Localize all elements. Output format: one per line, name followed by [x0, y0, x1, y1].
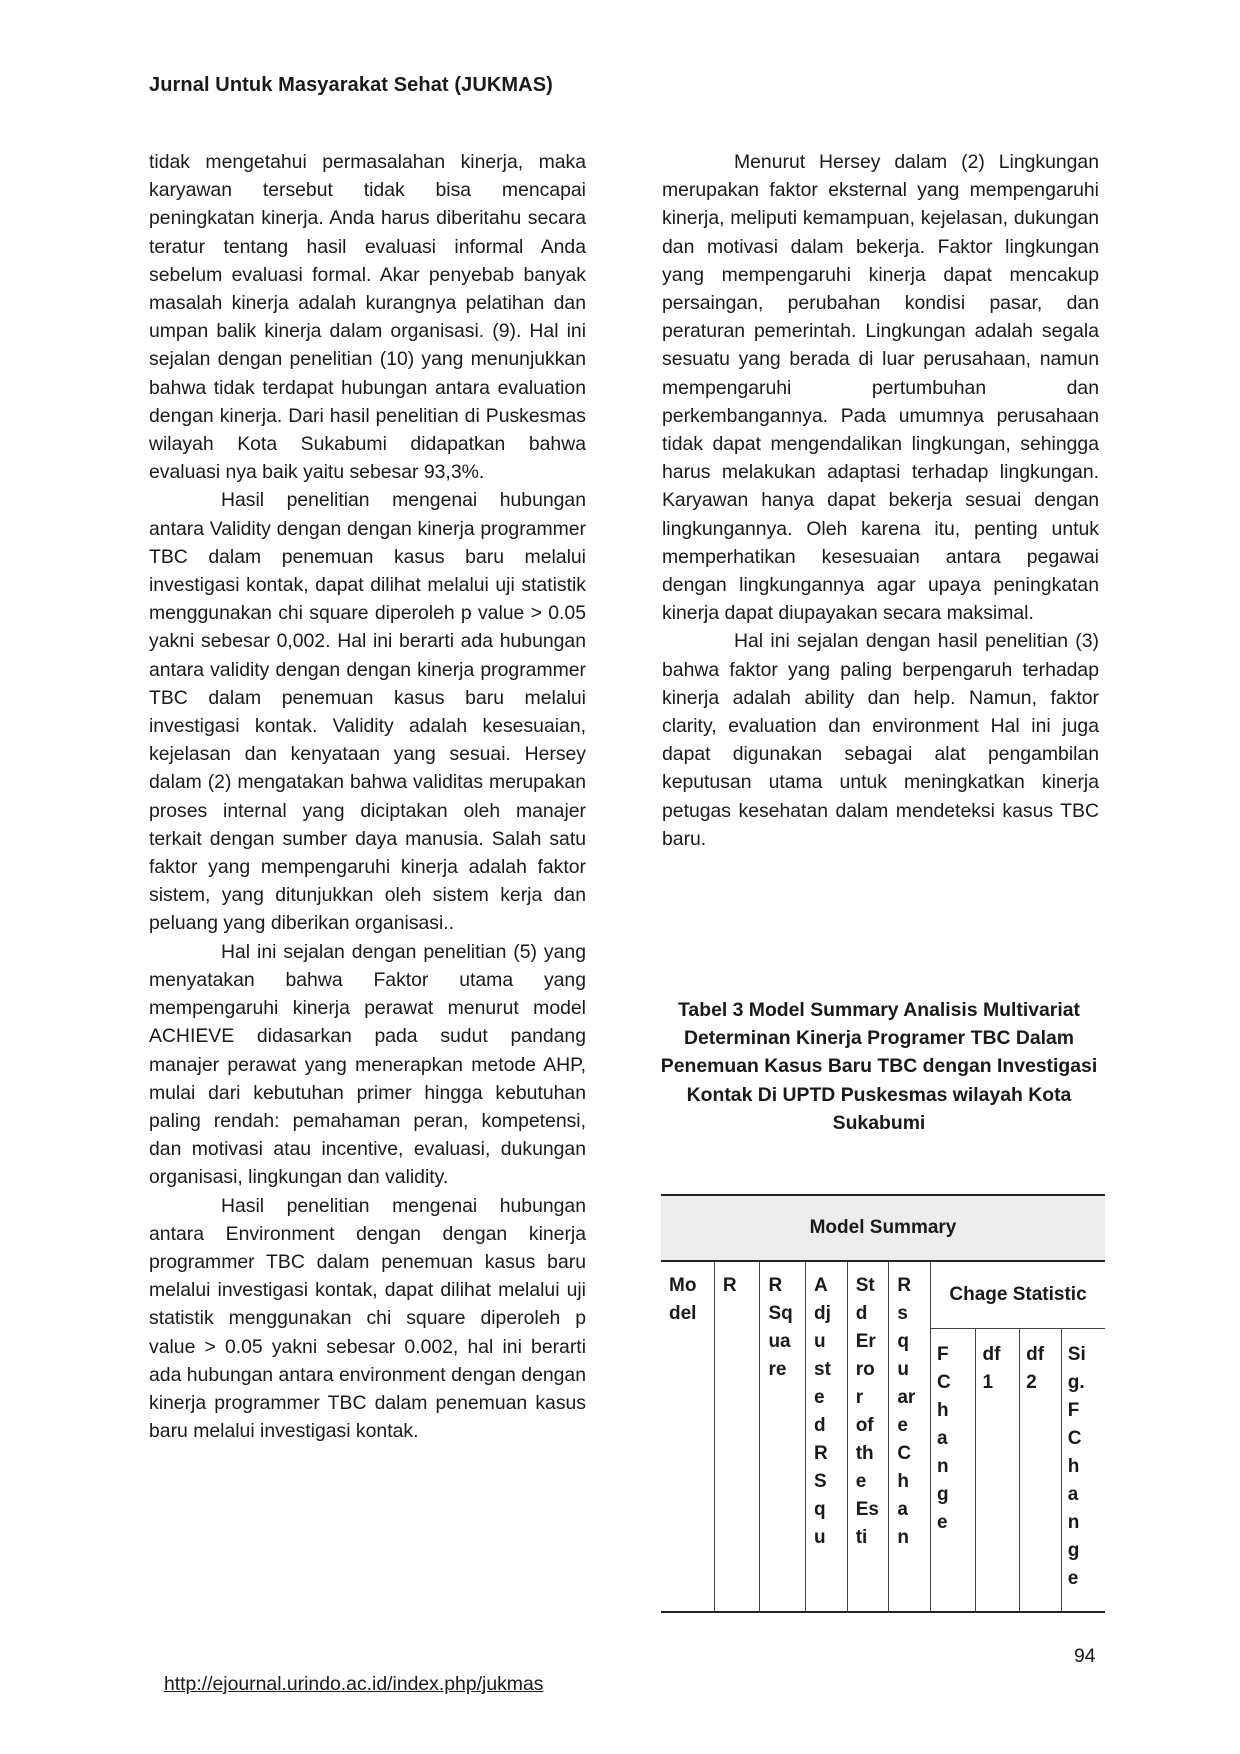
journal-url-link[interactable]: http://ejournal.urindo.ac.id/index.php/jukmas [164, 1673, 544, 1695]
paragraph: tidak mengetahui permasalahan kinerja, maka karyawan tersebut tidak bisa mencapai peningkatan kinerja. Anda harus diberitahu secara teratur tentang hasil evaluasi informal Anda sebelum evaluasi formal. Akar penyebab banyak masalah kinerja adalah kurangnya pelatihan dan umpan balik kinerja dalam organisasi. (9). Hal ini sejalan dengan penelitian (10) yang menunjukkan bahwa tidak terdapat hubungan antara evaluation dengan kinerja. Dari hasil penelitian di Puskesmas wilayah Kota Sukabumi didapatkan bahwa evaluasi nya baik yaitu sebesar 93,3%. [149, 151, 586, 484]
page-number: 94 [1074, 1645, 1096, 1667]
table-title: Model Summary [661, 1195, 1105, 1261]
column-header-r-square: R Sq ua re [760, 1261, 806, 1612]
model-summary-table [661, 1194, 1105, 1613]
column-header-r-square-change: R s q u ar e C h a n [889, 1261, 931, 1612]
paragraph: Hasil penelitian mengenai hubungan antara Validity dengan dengan kinerja programmer TBC dalam penemuan kasus baru melalui investigasi kontak, dapat dilihat melalui uji statistik menggunakan chi square diperoleh p value > 0.05 yakni sebesar 0,002. Hal ini berarti ada hubungan antara validity dengan dengan kinerja programmer TBC dalam penemuan kasus baru melalui investigasi kontak. Validity adalah kesesuaian, kejelasan dan kenyataan yang sesuai. Hersey dalam (2) mengatakan bahwa validitas merupakan proses internal yang diciptakan oleh manajer terkait dengan sumber daya manusia. Salah satu faktor yang mempengaruhi kinerja adalah faktor sistem, yang ditunjukkan oleh sistem kerja dan peluang yang diberikan organisasi.. [149, 489, 586, 935]
column-header-sig-f-change: Si g. F C h a n g e [1061, 1329, 1105, 1613]
column-header-adjusted-r-square: A dj u st e d R S q u [806, 1261, 848, 1612]
column-header-model: Mo del [661, 1261, 714, 1612]
column-header-std-error: St d Er ro r of th e Es ti [847, 1261, 889, 1612]
column-header-f-change: F C h a n g e [931, 1329, 976, 1613]
column-header-df1: df 1 [976, 1329, 1020, 1613]
paragraph: Menurut Hersey dalam (2) Lingkungan merupakan faktor eksternal yang mempengaruhi kinerja, meliputi kemampuan, kejelasan, dukungan dan motivasi dalam bekerja. Faktor lingkungan yang mempengaruhi kinerja dapat mencakup persaingan, perubahan kondisi pasar, dan peraturan pemerintah. Lingkungan adalah segala sesuatu yang berada di luar perusahaan, namun mempengaruhi pertumbuhan dan perkembangannya. Pada umumnya perusahaan tidak dapat mengendalikan lingkungan, sehingga harus melakukan adaptasi terhadap lingkungan. Karyawan hanya dapat bekerja sesuai dengan lingkungannya. Oleh karena itu, penting untuk memperhatikan kesesuaian antara pegawai dengan lingkungannya agar upaya peningkatan kinerja dapat diupayakan secara maksimal. [662, 151, 1099, 625]
table-caption: Tabel 3 Model Summary Analisis Multivariat Determinan Kinerja Programer TBC Dalam Penemuan Kasus Baru TBC dengan Investigasi Kontak Di UPTD Puskesmas wilayah Kota Sukabumi [660, 999, 1098, 1134]
right-column [662, 148, 1099, 853]
change-statistic-header: Chage Statistic [931, 1261, 1105, 1329]
paragraph: Hal ini sejalan dengan penelitian (5) yang menyatakan bahwa Faktor utama yang mempengaruhi kinerja perawat menurut model ACHIEVE didasarkan pada sudut pandang manajer perawat yang menerapkan metode AHP, mulai dari kebutuhan primer hingga kebutuhan paling rendah: pemahaman peran, kompetensi, dan motivasi atau incentive, evaluasi, dukungan organisasi, lingkungan dan validity. [149, 940, 586, 1189]
journal-title: Jurnal Untuk Masyarakat Sehat (JUKMAS) [149, 74, 553, 96]
paragraph: Hasil penelitian mengenai hubungan antara Environment dengan dengan kinerja programmer TBC dalam penemuan kasus baru melalui investigasi kontak, dapat dilihat melalui uji statistik menggunakan chi square diperoleh p value > 0.05 yakni sebesar 0.002, hal ini berarti ada hubungan antara environment dengan dengan kinerja programmer TBC dalam penemuan kasus baru melalui investigasi kontak. [149, 1194, 586, 1443]
column-header-r: R [714, 1261, 760, 1612]
left-column [149, 148, 586, 1445]
column-header-df2: df 2 [1020, 1329, 1062, 1613]
paragraph: Hal ini sejalan dengan hasil penelitian (3) bahwa faktor yang paling berpengaruh terhadap kinerja adalah ability dan help. Namun, faktor clarity, evaluation dan environment Hal ini juga dapat digunakan sebagai alat pengambilan keputusan utama untuk meningkatkan kinerja petugas kesehatan dalam mendeteksi kasus TBC baru. [662, 630, 1099, 850]
